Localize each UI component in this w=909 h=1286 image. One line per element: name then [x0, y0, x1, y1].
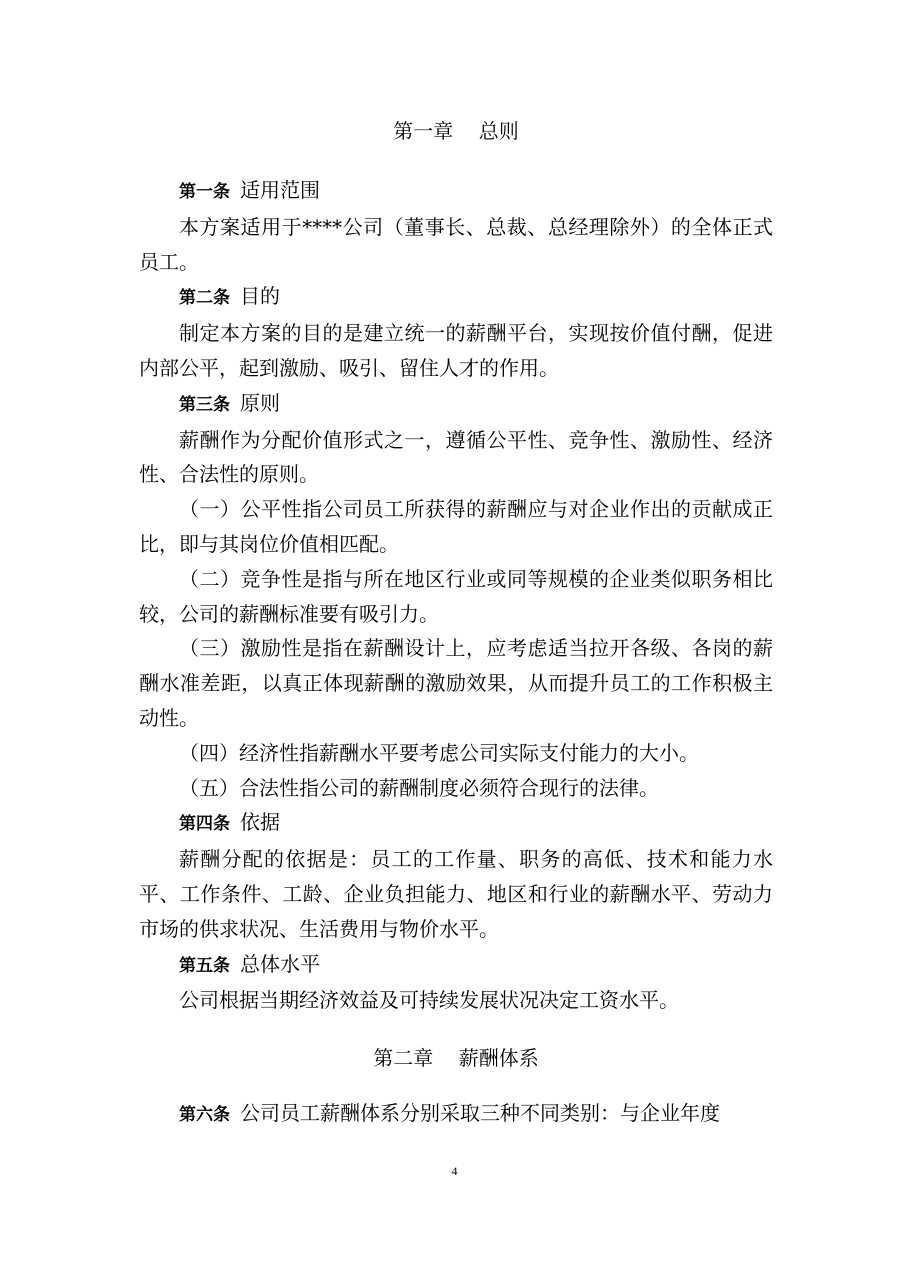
- article-1-number: 第一条: [179, 182, 230, 202]
- page-number: 4: [451, 1164, 458, 1178]
- article-3-item-4: （四）经济性指薪酬水平要考虑公司实际支付能力的大小。: [179, 740, 699, 765]
- article-1-body: 本方案适用于****公司（董事长、总裁、总经理除外）的全体正式员工。: [139, 214, 773, 274]
- chapter-1-title: 第一章 总则: [393, 119, 519, 143]
- article-3-item-2: （二）竞争性是指与所在地区行业或同等规模的企业类似职务相比较，公司的薪酬标准要有吸引力。: [139, 566, 773, 626]
- article-4-body: 薪酬分配的依据是：员工的工作量、职务的高低、技术和能力水平、工作条件、工龄、企业负担能力、地区和行业的薪酬水平、劳动力市场的供求状况、生活费用与物价水平。: [139, 847, 773, 941]
- article-3-item-1: （一）公平性指公司员工所获得的薪酬应与对企业作出的贡献成正比，即与其岗位价值相匹配。: [139, 497, 773, 556]
- article-4-number: 第四条: [179, 814, 230, 835]
- chapter-2-title: 第二章 薪酬体系: [373, 1046, 539, 1071]
- article-6-number: 第六条: [179, 1105, 230, 1126]
- article-5-heading: [139, 947, 773, 984]
- article-3-item-3: （三）激励性是指在薪酬设计上，应考虑适当拉开各级、各岗的薪酬水准差距，以真正体现薪酬的激励效果，从而提升员工的工作积极主动性。: [139, 636, 773, 730]
- article-3-title: 原则: [240, 390, 280, 415]
- article-3-heading: [139, 386, 773, 423]
- article-3-number: 第三条: [179, 394, 230, 415]
- article-5-body: 公司根据当期经济效益及可持续发展状况决定工资水平。: [179, 988, 679, 1013]
- article-2-heading: [139, 279, 773, 316]
- article-1-heading: [139, 173, 773, 210]
- article-2-body: 制定本方案的目的是建立统一的薪酬平台，实现按价值付酬，促进内部公平，起到激励、吸引、留住人才的作用。: [139, 321, 773, 380]
- article-2-number: 第二条: [179, 288, 230, 309]
- article-6-paragraph: [139, 1096, 773, 1133]
- article-6-body: 公司员工薪酬体系分别采取三种不同类别：与企业年度: [240, 1101, 720, 1126]
- document-body: [139, 113, 773, 1133]
- article-4-title: 依据: [240, 810, 280, 835]
- article-5-number: 第五条: [179, 955, 230, 976]
- article-2-title: 目的: [240, 284, 280, 309]
- article-5-title: 总体水平: [240, 951, 320, 976]
- article-3-item-5: （五）合法性指公司的薪酬制度必须符合现行的法律。: [179, 775, 659, 800]
- article-3-body: 薪酬作为分配价值形式之一，遵循公平性、竞争性、激励性、经济性、合法性的原则。: [139, 427, 773, 487]
- article-4-heading: [139, 805, 773, 842]
- article-1-title: 适用范围: [240, 178, 320, 202]
